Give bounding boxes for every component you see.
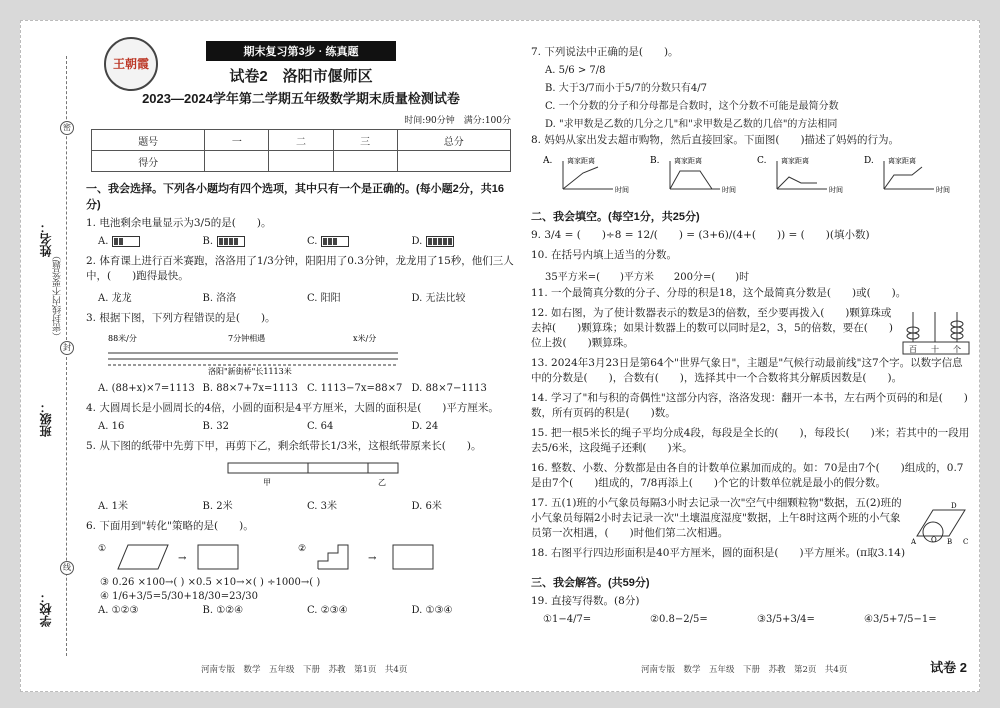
q5-option-b[interactable]: B. 2米	[202, 501, 233, 512]
bridge-diagram	[98, 331, 418, 375]
name-label: 姓名：	[39, 221, 53, 257]
xian-mark: 线	[60, 561, 74, 575]
question-12: 12. 如右图，为了使计数器表示的数是3的倍数，至少要再拨入( )颗算珠或去掉( )颗算珠；如果计数器上的数可以同时是2，3，5的倍数，要在( )位上拨( )颗算珠。	[531, 307, 893, 349]
svg-text:时间: 时间	[722, 186, 736, 194]
staircase-to-rectangle	[298, 539, 468, 573]
header-banner: 期末复习第3步 · 练真题	[206, 41, 396, 61]
q6-option-d[interactable]: D. ①③④	[411, 605, 453, 616]
q6-option-c[interactable]: C. ②③④	[307, 605, 348, 616]
speed-right: x米/分	[353, 334, 377, 343]
parallelogram-circle-figure	[911, 496, 971, 546]
question-6: 6. 下面用到"转化"策略的是( )。	[86, 520, 254, 532]
q2-option-a[interactable]: A. 龙龙	[98, 293, 132, 304]
label-yi: 乙	[378, 478, 386, 487]
score-table	[91, 129, 511, 172]
paper-title: 试卷2 洛阳市偃师区	[229, 68, 373, 85]
q1-option-b[interactable]: B.	[203, 236, 308, 247]
score-header: 一	[205, 130, 269, 151]
q4-option-d[interactable]: D. 24	[411, 421, 439, 432]
svg-text:离家距离: 离家距离	[567, 157, 595, 165]
left-column	[86, 21, 516, 623]
q1-option-c[interactable]: C.	[307, 236, 412, 247]
score-cell[interactable]	[205, 151, 269, 172]
q19-item[interactable]: ②0.8−2/5=	[650, 614, 708, 625]
svg-text:个: 个	[953, 345, 961, 354]
svg-text:离家距离: 离家距离	[674, 157, 702, 165]
svg-text:时间: 时间	[615, 186, 629, 194]
score-header: 二	[269, 130, 333, 151]
q6-item4: ④ 1/6+3/5=5/30+18/30=23/30	[100, 591, 258, 602]
question-4: 4. 大圆周长是小圆周长的4倍，小圆的面积是4平方厘米，大圆的面积是( )平方厘米。	[86, 402, 499, 414]
q3-option-d[interactable]: D. 88×7−1113	[411, 383, 487, 394]
q1-option-d[interactable]: D.	[412, 236, 517, 247]
score-row-label: 得分	[92, 151, 205, 172]
q6-options	[98, 605, 516, 616]
svg-text:B: B	[947, 538, 953, 546]
svg-text:时间: 时间	[936, 186, 950, 194]
parallelogram-to-rectangle	[98, 539, 258, 573]
question-3: 3. 根据下图，下列方程错误的是( )。	[86, 312, 276, 324]
q19-items	[543, 614, 971, 625]
q2-option-b[interactable]: B. 洛洛	[202, 293, 237, 304]
q8-option-b[interactable]	[650, 153, 757, 200]
bridge-length: 洛阳"新街桥"长1113米	[208, 367, 292, 375]
question-11: 11. 一个最简真分数的分子、分母的积是18，这个最简真分数是( )或( )。	[531, 287, 907, 299]
right-column	[531, 45, 971, 632]
publisher-logo: 王朝霞	[104, 37, 158, 91]
class-label: 班级：	[39, 401, 53, 437]
q19-item[interactable]: ③3/5+3/4=	[757, 614, 815, 625]
q17-18-row	[531, 496, 971, 566]
question-8: 8. 妈妈从家出发去超市购物，然后直接回家。下面图( )描述了妈妈的行为。	[531, 134, 900, 146]
q5-option-d[interactable]: D. 6米	[411, 501, 442, 512]
question-9: 9. 3/4 = ( )÷8 = 12/( ) = (3+6)/(4+( )) = ( )(填小数)	[531, 229, 870, 241]
feng-mark: 封	[60, 341, 74, 355]
score-cell[interactable]	[397, 151, 510, 172]
q10-detail: 35平方米=( )平方米 200分=( )时	[545, 272, 750, 283]
svg-text:B.: B.	[650, 156, 660, 166]
q1-options	[98, 236, 516, 247]
section-1-heading: 一、我会选择。下列各小题均有四个选项，其中只有一个是正确的。(每小题2分，共16分)	[86, 183, 505, 211]
q7-option-c[interactable]: C. 一个分数的分子和分母都是合数时，这个分数不可能是最简分数	[545, 101, 839, 112]
svg-text:D: D	[951, 502, 957, 510]
binding-margin	[21, 21, 81, 691]
battery-icon	[321, 236, 349, 247]
q8-option-c[interactable]	[757, 153, 864, 200]
score-cell[interactable]	[333, 151, 397, 172]
svg-text:十: 十	[931, 345, 939, 354]
score-header: 题号	[92, 130, 205, 151]
svg-text:百: 百	[909, 345, 917, 354]
q4-option-a[interactable]: A. 16	[98, 421, 125, 432]
seal-mark: 密	[60, 121, 74, 135]
question-2: 2. 体育课上进行百米赛跑，洛洛用了1/3分钟，阳阳用了0.3分钟，龙龙用了15秒，他们三人中，( )跑得最快。	[86, 255, 514, 282]
time-info: 时间:90分钟 满分:100分	[404, 116, 511, 126]
battery-icon	[112, 236, 140, 247]
arrow-right-icon: →	[178, 553, 187, 564]
q3-option-b[interactable]: B. 88×7+7x=1113	[202, 383, 298, 394]
q7-option-b[interactable]: B. 大于3/7而小于5/7的分数只有4/7	[545, 83, 707, 94]
question-14: 14. 学习了"和与积的奇偶性"这部分内容，洛洛发现：翻开一本书，左右两个页码的和是( )数，所有页码的积是( )数。	[531, 392, 968, 419]
question-5: 5. 从下图的纸带中先剪下甲，再剪下乙，剩余纸带长1/3米，这根纸带原来长( )。	[86, 440, 482, 452]
svg-text:A: A	[911, 538, 917, 546]
svg-text:D.: D.	[864, 156, 874, 166]
footer-left: 河南专版 数学 五年级 下册 苏教 第1页 共4页	[201, 665, 408, 675]
q2-options	[98, 289, 516, 304]
q5-options	[98, 497, 516, 512]
question-10: 10. 在括号内填上适当的分数。	[531, 249, 678, 261]
q8-option-d[interactable]	[864, 153, 971, 200]
svg-text:A.: A.	[543, 156, 553, 166]
paper-subtitle: 2023—2024学年第二学期五年级数学期末质量检测试卷	[142, 91, 460, 106]
q2-option-d[interactable]: D. 无法比较	[411, 293, 466, 304]
score-header: 总分	[397, 130, 510, 151]
question-1: 1. 电池剩余电量显示为3/5的是( )。	[86, 217, 272, 229]
speed-left: 88米/分	[108, 334, 137, 343]
q2-option-c[interactable]: C. 阳阳	[307, 293, 341, 304]
svg-text:时间: 时间	[829, 186, 843, 194]
question-19: 19. 直接写得数。(8分)	[531, 595, 640, 607]
paper-tag: 试卷 2	[930, 660, 967, 675]
section-3-heading: 三、我会解答。(共59分)	[531, 577, 650, 589]
q5-option-a[interactable]: A. 1米	[98, 501, 128, 512]
q6-option-a[interactable]: A. ①②③	[98, 605, 139, 616]
svg-text:离家距离: 离家距离	[781, 157, 809, 165]
score-cell[interactable]	[269, 151, 333, 172]
q3-option-c[interactable]: C. 1113−7x=88×7	[307, 383, 403, 394]
seal-note: （密封线内不要答题）	[53, 251, 63, 341]
question-15: 15. 把一根5米长的绳子平均分成4段，每段是全长的( )，每段长( )米；若其中的一段用去5/6米，这段绳子还剩( )米。	[531, 427, 970, 454]
q19-item[interactable]: ①1−4/7=	[543, 614, 592, 625]
q3-figure	[98, 331, 516, 379]
question-18: 18. 右图平行四边形面积是40平方厘米，圆的面积是( )平方厘米。(π取3.14)	[531, 547, 906, 559]
question-16: 16. 整数、小数、分数都是由各自的计数单位累加而成的。如：70是由7个( )组成的，0.7是由7个( )组成的，7/8再添上( )个它的计数单位就是最小的假分数。	[531, 462, 964, 489]
q8-option-a[interactable]	[543, 153, 650, 200]
svg-text:离家距离: 离家距离	[888, 157, 916, 165]
meet-label: 7分钟相遇	[228, 334, 266, 343]
svg-text:C: C	[963, 538, 969, 546]
score-header: 三	[333, 130, 397, 151]
q12-row	[531, 306, 971, 356]
question-17: 17. 五(1)班的小气象员每隔3小时去记录一次"空气中细颗粒物"数据，五(2)班的小气象员每隔2小时去记录一次"土壤温度湿度"数据，上午8时这两个班的小气象员第一次相遇，( )时他们第二次相遇。	[531, 497, 902, 539]
question-7: 7. 下列说法中正确的是( )。	[531, 46, 679, 58]
svg-text:O: O	[931, 536, 937, 544]
battery-icon	[217, 236, 245, 247]
q6-item2-label: ②	[298, 544, 307, 554]
abacus-figure	[901, 306, 971, 356]
section-2-heading: 二、我会填空。(每空1分，共25分)	[531, 211, 700, 223]
q4-options	[98, 421, 516, 432]
q4-option-c[interactable]: C. 64	[307, 421, 334, 432]
question-13: 13. 2024年3月23日是第64个"世界气象日"，主题是"气候行动最前线"这7个字。以数字信息中的分数是( )，合数有( )，选择其中一个合数将其分解质因数是( )。	[531, 357, 963, 384]
q7-option-d[interactable]: D. "求甲数是乙数的几分之几"和"求甲数是乙数的几倍"的方法相同	[545, 119, 838, 130]
tape-diagram	[98, 459, 418, 489]
q5-figure	[98, 459, 516, 493]
svg-text:C.: C.	[757, 156, 767, 166]
q6-option-b[interactable]: B. ①②④	[202, 605, 244, 616]
q8-graphs	[543, 153, 971, 200]
q6-item1-label: ①	[98, 544, 107, 554]
label-jia: 甲	[263, 478, 271, 487]
exam-sheet	[20, 20, 980, 692]
school-label: 学校：	[39, 591, 53, 627]
q6-item3: ③ 0.26 ×100→( ) ×0.5 ×10→×( ) ÷1000→( )	[100, 577, 321, 588]
q5-option-c[interactable]: C. 3米	[307, 501, 338, 512]
q1-option-a[interactable]: A.	[98, 236, 203, 247]
q6-figures	[98, 539, 516, 573]
q19-item[interactable]: ④3/5+7/5−1=	[864, 614, 937, 625]
footer-right: 河南专版 数学 五年级 下册 苏教 第2页 共4页	[641, 665, 848, 675]
q7-option-a[interactable]: A. 5/6 > 7/8	[545, 65, 606, 76]
q4-option-b[interactable]: B. 32	[202, 421, 229, 432]
q3-option-a[interactable]: A. (88+x)×7=1113	[98, 383, 195, 394]
q3-options	[98, 383, 516, 394]
arrow-right-icon: →	[368, 553, 377, 564]
battery-icon	[426, 236, 454, 247]
